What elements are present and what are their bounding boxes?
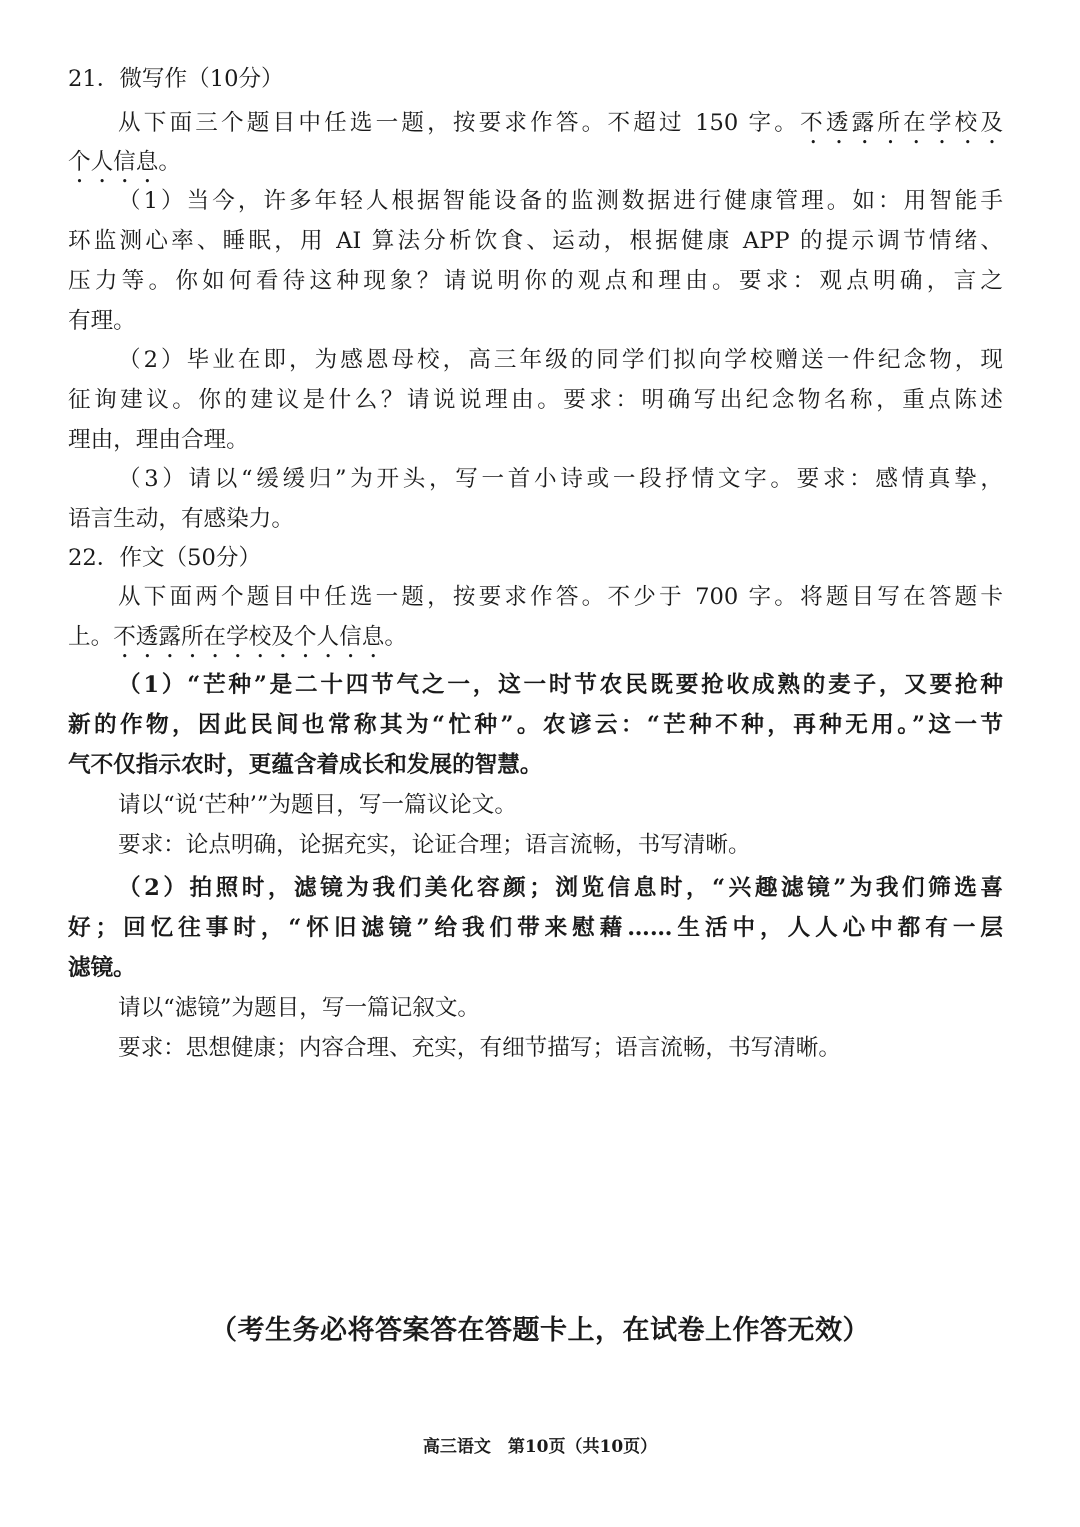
q22-opt1-task: 请以“说‘芒种’”为题目，写一篇议论文。	[118, 792, 517, 818]
q21-opt1-line: （1）当今，许多年轻人根据智能设备的监测数据进行健康管理。如：用智能手	[118, 188, 1003, 214]
q22-heading: 22．作文（50分）	[68, 545, 262, 571]
q22-opt2-line: 好；回忆往事时，“怀旧滤镜”给我们带来慰藉……生活中，人人心中都有一层	[68, 915, 1003, 941]
q22-instruction-line2	[68, 622, 1003, 663]
q22-instruction-end: 。	[384, 624, 407, 650]
q21-opt3-line: （3）请以“缓缓归”为开头，写一首小诗或一段抒情文字。要求：感情真挚，	[118, 466, 1003, 492]
q22-instruction-line1: 从下面两个题目中任选一题，按要求作答。不少于 700 字。将题目写在答题卡	[118, 584, 1003, 610]
q21-instruction-lead: 从下面三个题目中任选一题，按要求作答。不超过 150 字。	[118, 110, 801, 136]
q22-opt1-line: （1）“芒种”是二十四节气之一，这一时节农民既要抢收成熟的麦子，又要抢种	[118, 672, 1003, 698]
q22-opt2-requirements: 要求：思想健康；内容合理、充实，有细节描写；语言流畅，书写清晰。	[118, 1035, 841, 1061]
q21-opt1-line: 有理。	[68, 308, 136, 334]
q22-opt2-line: 滤镜。	[68, 955, 136, 981]
q22-opt1-line: 气不仅指示农时，更蕴含着成长和发展的智慧。	[68, 752, 543, 778]
q22-opt2-task: 请以“滤镜”为题目，写一篇记叙文。	[118, 995, 481, 1021]
answer-sheet-notice: （考生务必将答案答在答题卡上，在试卷上作答无效）	[210, 1315, 870, 1346]
q21-privacy-emphasis-2: 个人信息	[68, 149, 159, 175]
q22-privacy-emphasis: 不透露所在学校及个人信息	[113, 624, 385, 650]
q21-opt1-line: 压力等。你如何看待这种现象？请说明你的观点和理由。要求：观点明确，言之	[68, 268, 1003, 294]
q22-instruction-lead: 上。	[68, 624, 114, 650]
q21-instruction-line2	[68, 147, 1003, 188]
q21-opt2-line: 征询建议。你的建议是什么？请说说理由。要求：明确写出纪念物名称，重点陈述	[68, 387, 1003, 413]
q21-privacy-emphasis-1: 不透露所在学校及	[800, 110, 1003, 136]
q22-opt1-requirements: 要求：论点明确，论据充实，论证合理；语言流畅，书写清晰。	[118, 832, 751, 858]
q22-opt2-line: （2）拍照时，滤镜为我们美化容颜；浏览信息时，“兴趣滤镜”为我们筛选喜	[118, 875, 1003, 901]
q21-opt2-line: 理由，理由合理。	[68, 427, 249, 453]
q22-opt1-line: 新的作物，因此民间也常称其为“忙种”。农谚云：“芒种不种，再种无用。”这一节	[68, 712, 1003, 738]
q21-instruction-line1	[118, 108, 1003, 149]
q21-instruction-end: 。	[158, 149, 181, 175]
q21-opt2-line: （2）毕业在即，为感恩母校，高三年级的同学们拟向学校赠送一件纪念物，现	[118, 347, 1003, 373]
q21-heading: 21．微写作（10分）	[68, 66, 284, 92]
q21-opt3-line: 语言生动，有感染力。	[68, 506, 294, 532]
q21-opt1-line: 环监测心率、睡眠，用 AI 算法分析饮食、运动，根据健康 APP 的提示调节情绪、	[68, 228, 1003, 254]
page-footer: 高三语文 第10页（共10页）	[422, 1437, 658, 1457]
